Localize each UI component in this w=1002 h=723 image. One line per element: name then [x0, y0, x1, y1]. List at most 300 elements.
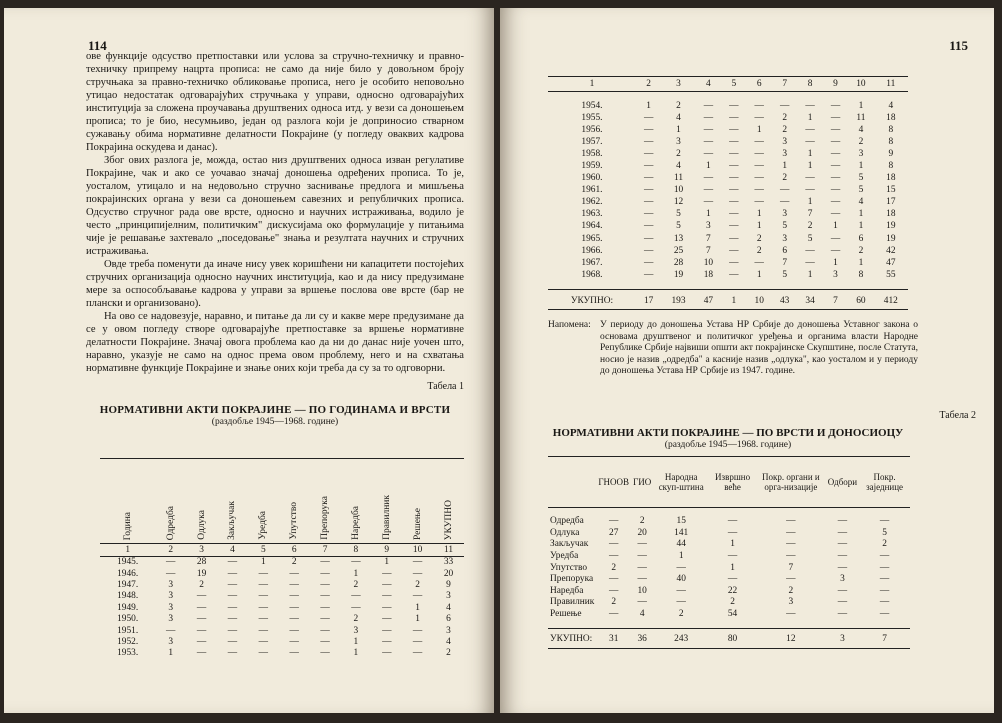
table-cell: 4	[639, 609, 645, 620]
table-cell: 5	[676, 221, 681, 232]
table-cell: —	[227, 648, 238, 659]
table-cell: —	[754, 197, 764, 208]
table-cell: —	[289, 579, 299, 590]
table-row	[548, 528, 910, 540]
table-cell: 1951.	[117, 625, 139, 636]
table-cell: —	[166, 625, 176, 636]
table-cell: —	[830, 245, 841, 256]
table-cell: —	[729, 245, 739, 256]
table-cell: 2	[415, 579, 420, 590]
table-cell: 13	[673, 233, 684, 244]
table-cell: —	[703, 148, 714, 159]
table-cell: —	[196, 636, 207, 647]
table-cell: —	[754, 185, 764, 196]
column-number: 10	[402, 544, 433, 557]
table-cell: 3	[782, 148, 787, 159]
table-cell: 8	[858, 269, 864, 280]
table-cell: 4	[888, 100, 894, 111]
table-row	[548, 112, 908, 124]
table-cell: —	[637, 574, 647, 585]
table-cell: —	[643, 112, 654, 123]
table-cell: 1968.	[581, 269, 603, 280]
table-cell: 2	[788, 585, 794, 596]
column-header	[548, 457, 596, 508]
table-row	[100, 603, 464, 614]
table-cell: 6	[858, 233, 864, 244]
table-cell: —	[729, 173, 739, 184]
spacer-row	[548, 620, 910, 629]
table-cell: —	[786, 516, 796, 527]
table-cell: 10	[703, 257, 714, 268]
table-cell: —	[754, 100, 764, 111]
table-cell: 5	[782, 269, 787, 280]
table-cell: —	[196, 602, 207, 613]
table-cell: 2	[353, 614, 359, 625]
table-cell: —	[609, 516, 619, 527]
column-number: 7	[772, 77, 797, 92]
table-cell: 1	[756, 269, 762, 280]
table-cell: —	[382, 602, 392, 613]
table-cell: 3	[782, 233, 787, 244]
table-cell: Наредба	[550, 585, 584, 596]
table-cell: 1946.	[117, 568, 139, 579]
table-cell: —	[258, 636, 268, 647]
table-cell: Упутство	[550, 562, 588, 573]
table-cell: 2	[882, 539, 887, 550]
table-cell: 1	[858, 100, 864, 111]
table-cell: —	[830, 173, 841, 184]
table-cell: —	[879, 609, 890, 620]
table-cell: —	[754, 173, 764, 184]
table-subtitle: (раздобље 1945—1968. године)	[664, 440, 792, 450]
table-cell: 7	[807, 209, 813, 220]
table-cell: Правилник	[550, 597, 595, 608]
table-cell: —	[754, 136, 764, 147]
table-cell: —	[879, 551, 890, 562]
table-cell: 1961.	[581, 185, 603, 196]
table-cell: —	[727, 527, 738, 538]
table-row	[548, 586, 910, 598]
table-cell: —	[643, 233, 654, 244]
table-cell: 17	[886, 197, 896, 208]
table-cell: —	[258, 579, 268, 590]
column-header-label: Година	[122, 511, 133, 540]
total-cell: УКУПНО:	[548, 290, 636, 310]
table-cell: —	[320, 568, 330, 579]
body-text	[86, 50, 464, 427]
table-cell: —	[837, 609, 848, 620]
total-cell: 1	[721, 290, 746, 310]
table-cell: —	[754, 257, 764, 268]
column-number: 9	[371, 544, 402, 557]
table-cell: 1964.	[581, 221, 603, 232]
column-header	[155, 459, 186, 544]
column-header-label: Упутство	[289, 502, 300, 540]
table-cell: —	[289, 648, 299, 659]
table-cell: —	[837, 527, 848, 538]
table-cell: —	[837, 539, 848, 550]
table-cell: 1	[353, 568, 359, 579]
table-cell: —	[609, 539, 619, 550]
table-cell: 18	[886, 173, 896, 184]
table-row	[548, 245, 908, 257]
table-cell: —	[227, 636, 238, 647]
table-cell: —	[643, 173, 654, 184]
table-cell: —	[729, 209, 739, 220]
table-row	[548, 173, 908, 185]
column-number: 10	[848, 77, 873, 92]
table-cell: —	[196, 591, 207, 602]
table-cell: 3	[446, 591, 451, 602]
total-cell: 3	[826, 629, 859, 649]
column-header	[371, 459, 402, 544]
total-cell: 60	[848, 290, 873, 310]
table-cell: —	[351, 602, 361, 613]
column-number: 4	[696, 77, 721, 92]
table-cell: —	[609, 609, 619, 620]
table-row	[548, 269, 908, 281]
total-cell: 10	[747, 290, 772, 310]
table-cell: —	[289, 636, 299, 647]
total-cell: 43	[772, 290, 797, 310]
table-cell: —	[643, 185, 654, 196]
table-cell: —	[786, 609, 796, 620]
table-cell: —	[879, 562, 890, 573]
table-cell: —	[412, 591, 423, 602]
note-label: Напомена:	[548, 320, 591, 330]
table-row	[548, 574, 910, 586]
table-cell: 44	[676, 539, 686, 550]
table-cell: 1	[730, 562, 735, 573]
column-number: 5	[248, 544, 279, 557]
total-cell: 36	[631, 629, 653, 649]
table-cell: —	[779, 197, 790, 208]
table-cell: —	[837, 516, 848, 527]
table-cell: —	[805, 100, 815, 111]
table-cell: 1954.	[581, 100, 603, 111]
table-cell: 3	[676, 136, 681, 147]
table-cell: —	[289, 614, 299, 625]
table-cell: —	[196, 614, 207, 625]
table-cell: 15	[886, 185, 896, 196]
table-cell: 2	[782, 173, 787, 184]
table-cell: —	[729, 148, 739, 159]
table-cell: 2	[807, 221, 813, 232]
table-cell: 1	[833, 257, 838, 268]
table-cell: —	[382, 591, 392, 602]
table-cell: —	[786, 574, 796, 585]
table-cell: —	[643, 269, 654, 280]
table-cell: —	[643, 209, 654, 220]
table-label: Табела 2	[939, 410, 976, 421]
table-cell: —	[830, 209, 841, 220]
table-cell: 2	[782, 124, 787, 135]
table-cell: Закључак	[550, 539, 589, 550]
note-text: У периоду до доношења Устава НР Србије до доношења Уставног закона о основама друштвеног и политичког уређења и органима власти Народне Републике Србије највиши општи акт покрајинске Скупштине, после Статута, носио је назив „одредба" а касније назив „одлука", као уосталом и у периоду до доношења Устава НР Србије из 1947. године.	[600, 320, 918, 376]
table-cell: 3	[782, 136, 787, 147]
column-number: 9	[823, 77, 848, 92]
column-header-label: Наредба	[350, 506, 361, 540]
table-cell: 2	[199, 579, 204, 590]
table-cell: —	[320, 648, 330, 659]
table-cell: —	[703, 185, 714, 196]
table-cell: 19	[196, 568, 207, 579]
table-cell: 47	[886, 257, 896, 268]
table-cell: —	[643, 197, 654, 208]
table-cell: 4	[858, 197, 864, 208]
table-cell: —	[676, 585, 686, 596]
table-cell: —	[805, 124, 815, 135]
table-cell: —	[320, 602, 330, 613]
table-cell: 1	[384, 557, 390, 568]
table-cell: —	[727, 516, 738, 527]
table-cell: 1	[415, 602, 420, 613]
table-cell: 1	[807, 161, 813, 172]
table-cell: 1953.	[117, 648, 139, 659]
table-cell: Решење	[550, 609, 582, 620]
table-row	[548, 160, 908, 172]
table-cell: 3	[782, 209, 787, 220]
table-cell: —	[830, 197, 841, 208]
table-cell: 2	[858, 136, 864, 147]
table-cell: 1945.	[117, 557, 139, 568]
table-cell: 3	[168, 579, 174, 590]
table-row	[548, 185, 908, 197]
table-cell: 5	[858, 185, 864, 196]
table-cell: 4	[858, 124, 864, 135]
table-row	[548, 516, 910, 528]
table-cell: —	[258, 614, 268, 625]
column-header-label: УКУПНО	[443, 499, 454, 540]
table-cell: 1960.	[581, 173, 603, 184]
column-header	[310, 459, 341, 544]
table-cell: 5	[882, 527, 887, 538]
table-cell: —	[703, 124, 714, 135]
table-cell: 1948.	[117, 591, 139, 602]
table-cell: 10	[637, 585, 647, 596]
table-row	[100, 557, 464, 569]
column-header: Извршно веће	[709, 457, 756, 508]
table-cell: 6	[782, 245, 787, 256]
table-cell: 3	[833, 269, 838, 280]
table-cell: 3	[858, 148, 864, 159]
table-cell: 11	[856, 112, 866, 123]
table-label: Табела 1	[427, 381, 464, 392]
table-cell: —	[166, 557, 176, 568]
column-header: Одбори	[826, 457, 859, 508]
table-cell: 2	[676, 100, 681, 111]
table-cell: 5	[676, 209, 681, 220]
table-cell: —	[227, 557, 238, 568]
table-cell: 1967.	[581, 257, 603, 268]
table-cell: —	[643, 136, 654, 147]
table-cell: 2	[678, 609, 684, 620]
column-header-label: Препорука	[320, 496, 331, 540]
table-cell: —	[258, 568, 268, 579]
column-number: 5	[721, 77, 746, 92]
table-cell: —	[786, 551, 796, 562]
table-cell: —	[320, 625, 330, 636]
table-cell: 1	[353, 636, 359, 647]
table-cell: 8	[888, 136, 894, 147]
table-subtitle: (раздобље 1945—1968. године)	[211, 417, 339, 427]
table-cell: 1	[756, 124, 762, 135]
table-cell: 2	[611, 597, 617, 608]
table-cell: —	[837, 597, 848, 608]
table-cell: 1949.	[117, 602, 139, 613]
table-cell: 25	[673, 245, 684, 256]
table-cell: —	[729, 136, 739, 147]
column-header	[279, 459, 310, 544]
table-cell: —	[830, 100, 841, 111]
table-cell: 3	[446, 625, 451, 636]
table-cell: —	[643, 161, 654, 172]
column-number: 6	[279, 544, 310, 557]
table-cell: 1959.	[581, 161, 603, 172]
paragraph: Због ових разлога је, можда, остао низ друштвених односа изван регулативе Покрајине, чак и ако се уочавао значај доношења одређених прописа. То је, уосталом, утицало и на недовољно стручно заснивање предлога и мишљења покрајинских органа у вези са доношењем савезних и републичких прописа. Одсуство стручног рада ове врсте, односно и научних истраживања, водило је често „принципијелним, политичким" дискусијама око формулације у питањима чије је решавање захтевало „поседовање" знања и резултата научних и стручних истраживања.	[86, 155, 464, 257]
total-cell: 412	[874, 290, 908, 310]
table-cell: —	[830, 124, 841, 135]
table-cell: —	[754, 161, 764, 172]
table-cell: —	[643, 148, 654, 159]
table-cell: —	[258, 591, 268, 602]
table-cell: —	[676, 597, 686, 608]
table-cell: 1950.	[117, 614, 139, 625]
column-header	[340, 459, 371, 544]
table-row	[100, 580, 464, 591]
table-cell: 4	[446, 602, 451, 613]
table-cell: —	[643, 221, 654, 232]
table-cell: 1	[706, 161, 711, 172]
table-cell: 55	[886, 269, 896, 280]
table-cell: 3	[168, 591, 174, 602]
table-row	[100, 625, 464, 636]
column-number: 4	[217, 544, 248, 557]
table-row	[100, 614, 464, 625]
table-cell: —	[609, 574, 619, 585]
table-cell: Одлука	[550, 527, 580, 538]
total-cell: 47	[696, 290, 721, 310]
table-cell: 28	[196, 557, 207, 568]
column-header-label: Правилник	[381, 495, 392, 540]
table-cell: —	[879, 597, 890, 608]
table-cell: —	[729, 257, 739, 268]
table-row	[100, 637, 464, 648]
table-cell: 1	[168, 648, 174, 659]
table-cell: —	[837, 585, 848, 596]
table-row	[548, 148, 908, 160]
table-cell: 1947.	[117, 579, 139, 590]
table-cell: 1965.	[581, 233, 603, 244]
table-cell: —	[609, 551, 619, 562]
column-number: 11	[433, 544, 464, 557]
table-cell: —	[729, 124, 739, 135]
table-cell: —	[703, 197, 714, 208]
spacer-row	[548, 508, 910, 517]
table-cell: Препорука	[550, 574, 594, 585]
table-cell: Одредба	[550, 516, 584, 527]
table-row	[548, 257, 908, 269]
table-cell: —	[879, 516, 890, 527]
table-cell: 2	[353, 579, 359, 590]
table-cell: —	[166, 568, 176, 579]
table-cell: —	[289, 568, 299, 579]
table-cell: 1	[807, 269, 813, 280]
column-number-row	[548, 77, 908, 92]
table-cell: —	[643, 257, 654, 268]
table-2	[548, 456, 910, 649]
spacer-row	[548, 281, 908, 290]
table-cell: —	[382, 636, 392, 647]
table-cell: —	[412, 636, 423, 647]
table-cell: —	[805, 136, 815, 147]
column-header	[217, 459, 248, 544]
table-cell: —	[351, 591, 361, 602]
column-header-label: Одредба	[165, 505, 176, 540]
table-cell: —	[289, 625, 299, 636]
table-cell: 19	[886, 233, 896, 244]
table-cell: —	[412, 568, 423, 579]
table-cell: —	[289, 591, 299, 602]
table-cell: —	[703, 173, 714, 184]
table-cell: 2	[676, 148, 681, 159]
table-cell: 2	[730, 597, 735, 608]
table-title: НОРМАТИВНИ АКТИ ПОКРАЈИНЕ — ПО ГОДИНАМА И ВРСТИ	[99, 404, 451, 416]
table-cell: 1	[858, 257, 864, 268]
table-cell: —	[805, 185, 815, 196]
table-cell: 19	[886, 221, 896, 232]
total-cell: 17	[636, 290, 661, 310]
table-cell: 1956.	[581, 124, 603, 135]
table-cell: 7	[782, 257, 787, 268]
table-cell: 1	[415, 614, 420, 625]
table-cell: —	[830, 233, 841, 244]
table-cell: 6	[446, 614, 451, 625]
table-cell: 1	[676, 124, 681, 135]
column-header-label: Одлука	[196, 510, 207, 540]
table-row	[548, 233, 908, 245]
table-row	[100, 648, 464, 659]
column-number: 3	[186, 544, 217, 557]
table-1	[100, 458, 464, 660]
table-cell: —	[729, 221, 739, 232]
table-cell: —	[637, 539, 647, 550]
table-cell: 1	[782, 161, 787, 172]
table-cell: 1958.	[581, 148, 603, 159]
table-cell: 1	[807, 197, 813, 208]
total-cell: 31	[596, 629, 631, 649]
table-cell: 1962.	[581, 197, 603, 208]
table-cell: 1	[756, 221, 762, 232]
table-cell: 2	[782, 112, 787, 123]
table-cell: 54	[727, 609, 738, 620]
table-cell: —	[637, 562, 647, 573]
table-title: НОРМАТИВНИ АКТИ ПОКРАЈИНЕ — ПО ВРСТИ И ДОНОСИОЦУ	[552, 427, 904, 439]
table-cell: —	[830, 185, 841, 196]
table-cell: —	[227, 625, 238, 636]
table-cell: 2	[756, 233, 762, 244]
table-cell: 2	[756, 245, 762, 256]
column-number: 1	[548, 77, 636, 92]
table-cell: —	[320, 591, 330, 602]
column-number: 11	[874, 77, 908, 92]
table-cell: —	[320, 579, 330, 590]
table-cell: 3	[353, 625, 359, 636]
table-cell: —	[382, 625, 392, 636]
table-cell: 3	[168, 636, 174, 647]
table-cell: —	[879, 585, 890, 596]
table-cell: —	[227, 602, 238, 613]
